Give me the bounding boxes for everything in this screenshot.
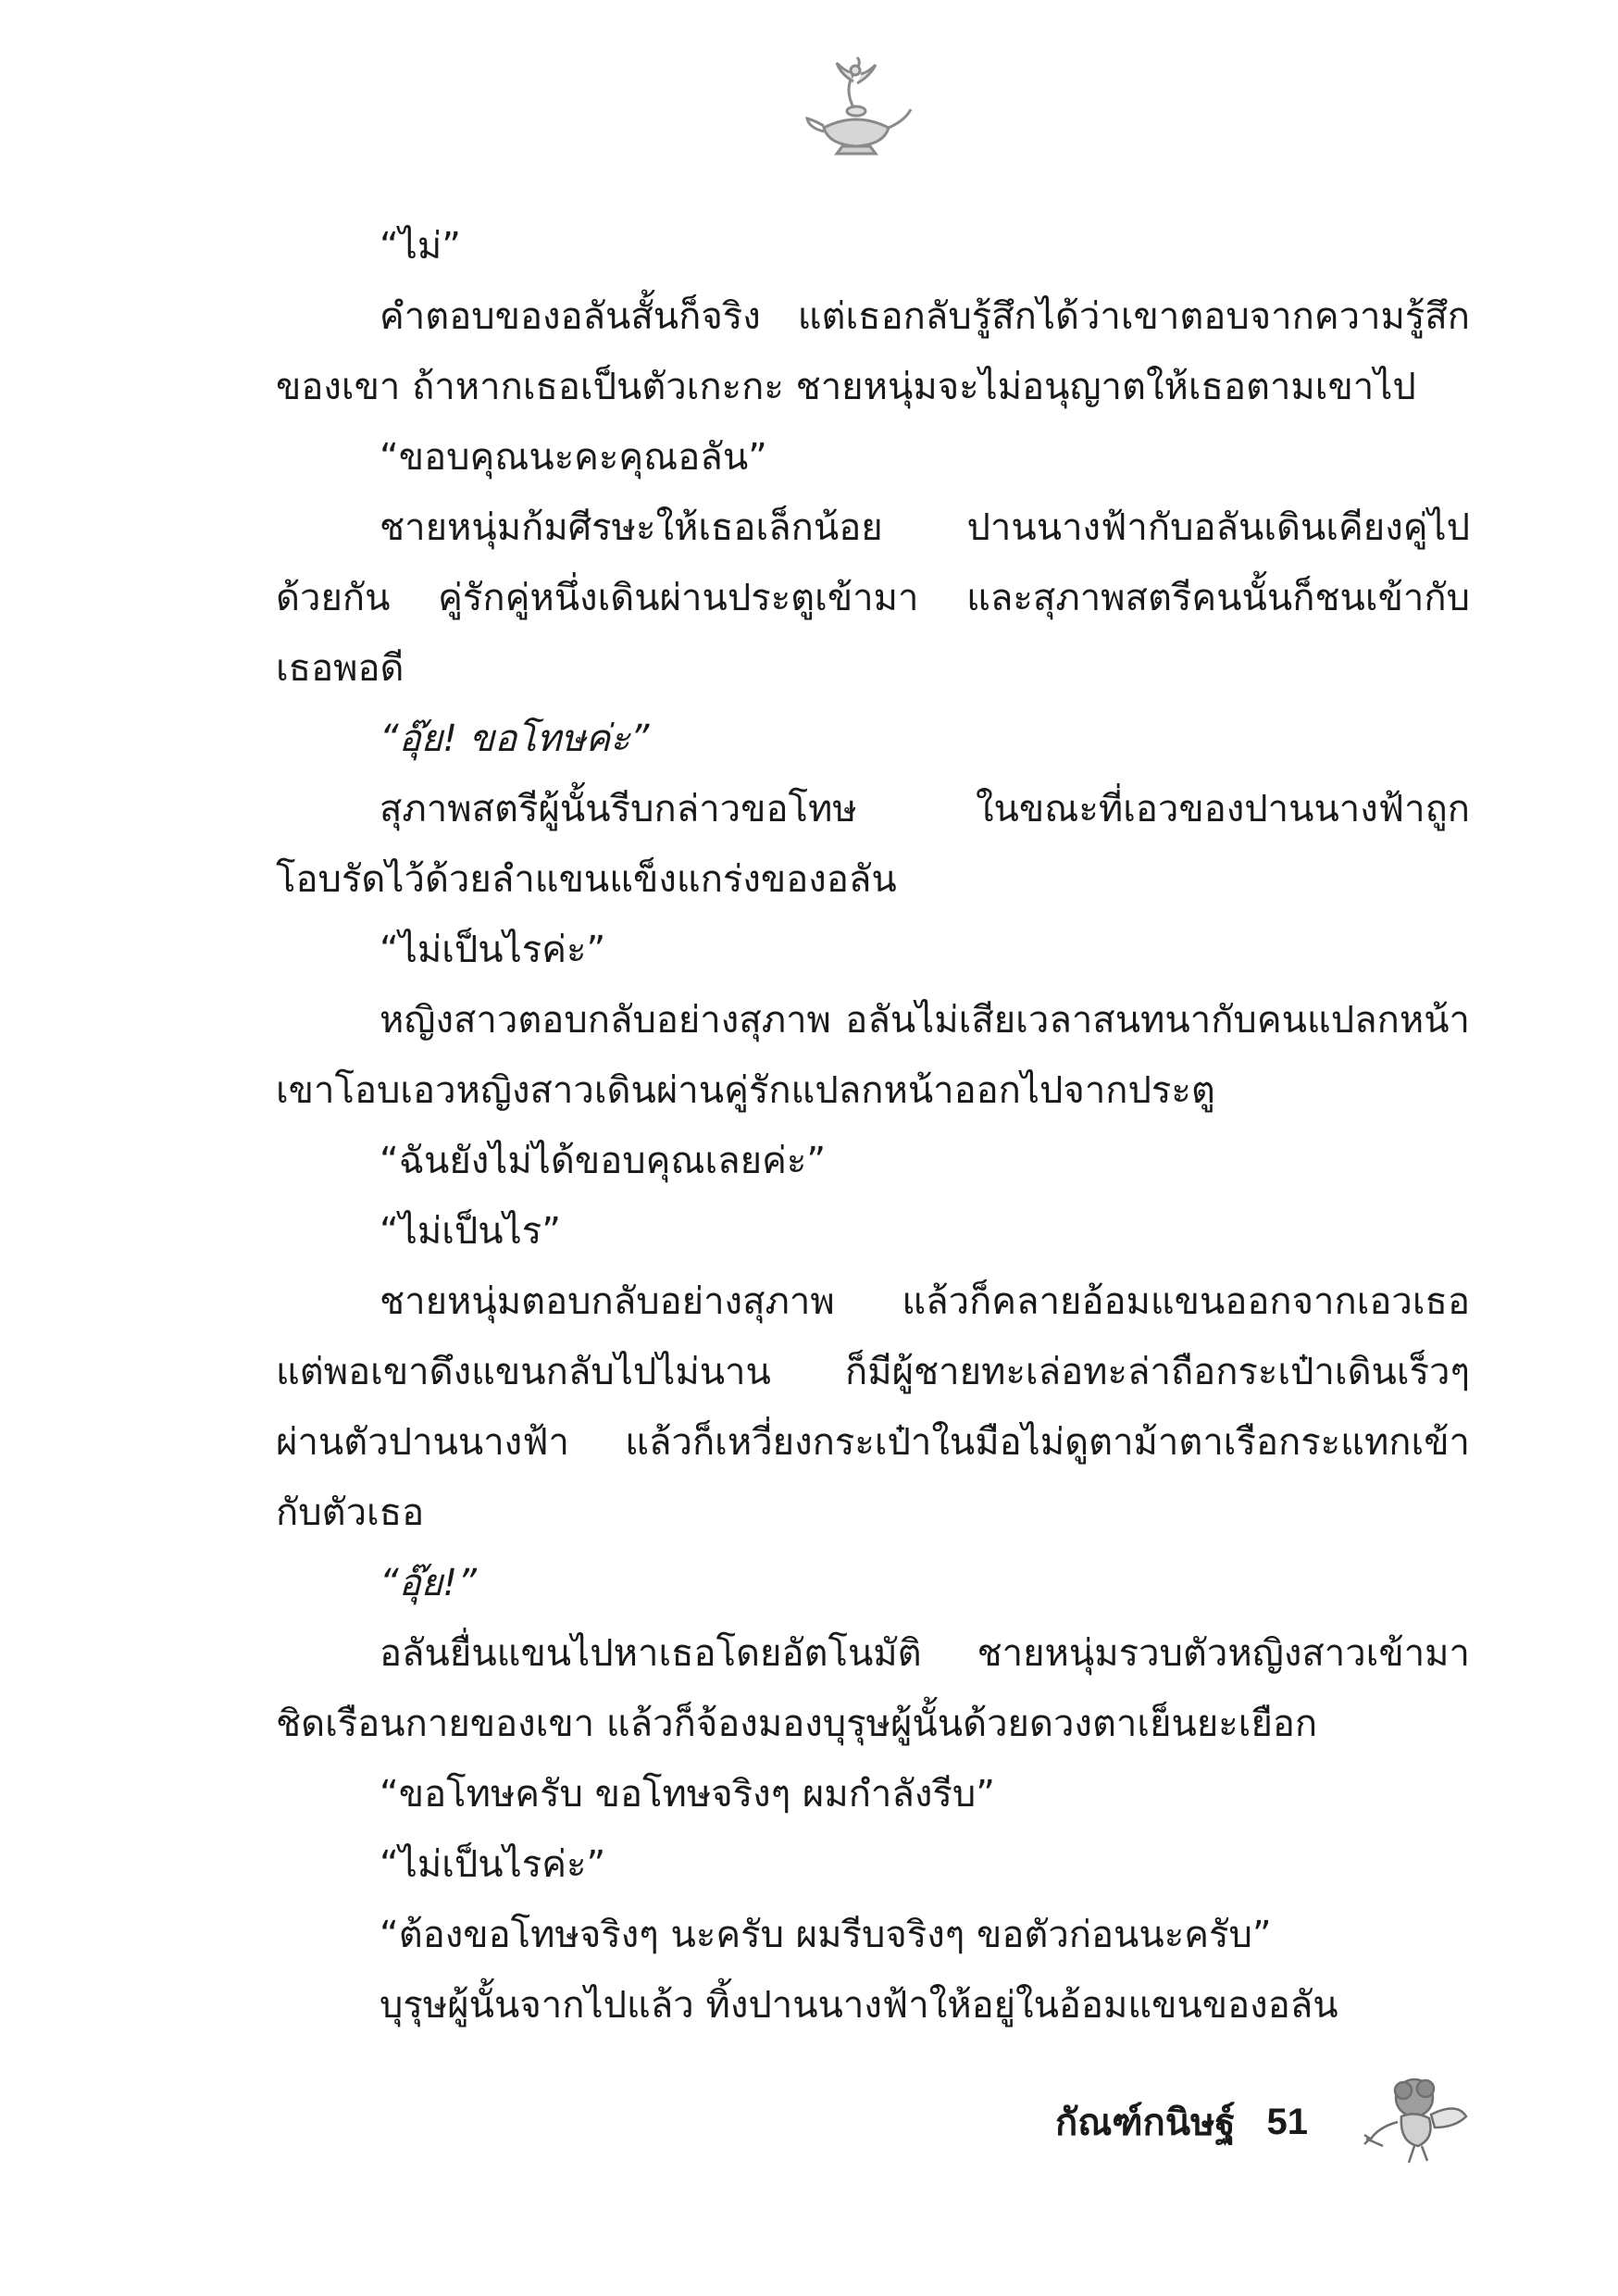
text-line: เธอพอดี	[276, 647, 404, 690]
paragraph	[276, 704, 1470, 774]
text-line: “ไม่เป็นไร”	[380, 1210, 561, 1253]
text-line: ชายหนุ่มตอบกลับอย่างสุภาพ แล้วก็คลายอ้อมแขนออกจากเอวเธอ	[380, 1280, 1470, 1323]
text-line: “ไม่เป็นไรค่ะ”	[380, 929, 606, 971]
text-line: คำตอบของอลันสั้นก็จริง แต่เธอกลับรู้สึกได้ว่าเขาตอบจากความรู้สึก	[380, 295, 1470, 338]
text-line: “อุ๊ย!”	[380, 1562, 477, 1604]
paragraph	[276, 211, 1470, 281]
page-footer	[1055, 2085, 1308, 2159]
paragraph	[276, 1126, 1470, 1196]
text-line: หญิงสาวตอบกลับอย่างสุภาพ อลันไม่เสียเวลาสนทนากับคนแปลกหน้า	[380, 999, 1470, 1042]
page-body	[276, 211, 1470, 2040]
paragraph	[276, 1900, 1470, 1970]
paragraph	[276, 493, 1470, 704]
text-line: โอบรัดไว้ด้วยลำแขนแข็งแกร่งของอลัน	[276, 858, 897, 901]
paragraph	[276, 1970, 1470, 2040]
text-line: สุภาพสตรีผู้นั้นรีบกล่าวขอโทษ ในขณะที่เอวของปานนางฟ้าถูก	[380, 788, 1470, 830]
paragraph	[276, 1618, 1470, 1759]
page-number: 51	[1266, 2101, 1309, 2142]
paragraph	[276, 774, 1470, 915]
text-line: อลันยื่นแขนไปหาเธอโดยอัตโนมัติ ชายหนุ่มรวบตัวหญิงสาวเข้ามา	[380, 1632, 1470, 1675]
text-line: แต่พอเขาดึงแขนกลับไปไม่นาน ก็มีผู้ชายทะเล่อทะล่าถือกระเป๋าเดินเร็วๆ	[276, 1351, 1470, 1393]
text-line: ชิดเรือนกายของเขา แล้วก็จ้องมองบุรุษผู้นั้นด้วยดวงตาเย็นยะเยือก	[276, 1703, 1318, 1745]
text-line: บุรุษผู้นั้นจากไปแล้ว ทิ้งปานนางฟ้าให้อยู่ในอ้อมแขนของอลัน	[380, 1984, 1338, 2027]
book-title: กัณฑ์กนิษฐ์	[1055, 2102, 1236, 2144]
text-line: ผ่านตัวปานนางฟ้า แล้วก็เหวี่ยงกระเป๋าในมือไม่ดูตาม้าตาเรือกระแทกเข้า	[276, 1421, 1470, 1464]
text-line: ด้วยกัน คู่รักคู่หนึ่งเดินผ่านประตูเข้ามา และสุภาพสตรีคนนั้นก็ชนเข้ากับ	[276, 577, 1470, 619]
text-line: “ไม่”	[380, 225, 461, 268]
genie-lamp-icon	[796, 56, 916, 157]
paragraph	[276, 281, 1470, 422]
text-line: ของเขา ถ้าหากเธอเป็นตัวเกะกะ ชายหนุ่มจะไม่อนุญาตให้เธอตามเขาไป	[276, 366, 1416, 408]
text-line: เขาโอบเอวหญิงสาวเดินผ่านคู่รักแปลกหน้าออกไปจากประตู	[276, 1069, 1215, 1112]
text-line: “ไม่เป็นไรค่ะ”	[380, 1843, 606, 1886]
paragraph	[276, 422, 1470, 493]
text-line: “ต้องขอโทษจริงๆ นะครับ ผมรีบจริงๆ ขอตัวก่อนนะครับ”	[380, 1914, 1272, 1956]
text-line: “ขอโทษครับ ขอโทษจริงๆ ผมกำลังรีบ”	[380, 1773, 996, 1816]
paragraph	[276, 1759, 1470, 1829]
paragraph	[276, 915, 1470, 985]
text-line: “ฉันยังไม่ได้ขอบคุณเลยค่ะ”	[380, 1140, 827, 1182]
paragraph	[276, 1196, 1470, 1267]
cupid-icon	[1361, 2074, 1472, 2166]
paragraph	[276, 1548, 1470, 1618]
text-line: ชายหนุ่มก้มศีรษะให้เธอเล็กน้อย ปานนางฟ้ากับอลันเดินเคียงคู่ไป	[380, 506, 1470, 549]
text-line: กับตัวเธอ	[276, 1491, 425, 1534]
text-line: “ขอบคุณนะคะคุณอลัน”	[380, 436, 767, 479]
paragraph	[276, 1829, 1470, 1900]
text-line: “อุ๊ย! ขอโทษค่ะ”	[380, 718, 650, 760]
paragraph	[276, 985, 1470, 1126]
paragraph	[276, 1267, 1470, 1548]
